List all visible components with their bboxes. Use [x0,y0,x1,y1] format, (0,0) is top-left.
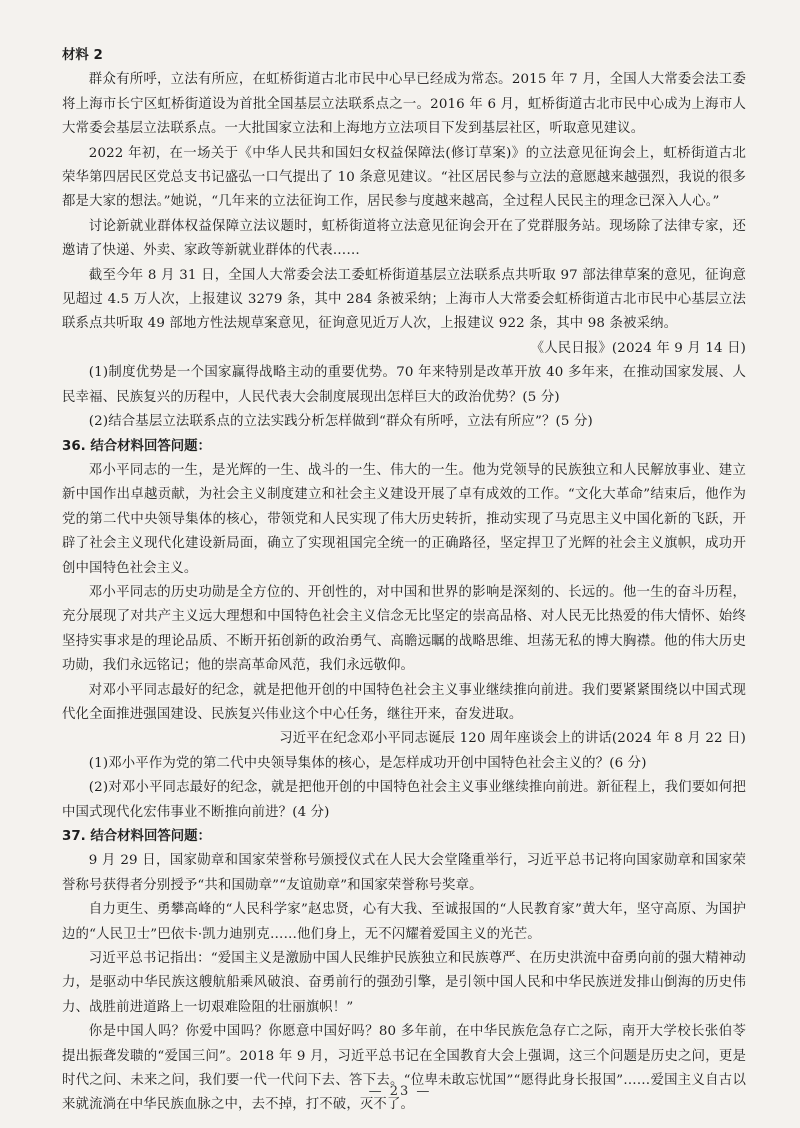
material-2-paragraph: 截至今年 8 月 31 日，全国人大常委会法工委虹桥街道基层立法联系点共听取 97 部法律草案的意见，征询意见超过 4.5 万人次，上报建议 3279 条，其中 284 条被采纳；上海市人大常委会虹桥街道古北市民中心基层立法联系点共听取 49 部地方性法规草案意见，征询意见近万人次，上报建议 922 条，其中 98 条被采纳。 [62,267,746,332]
material-2-paragraph: 2022 年初，在一场关于《中华人民共和国妇女权益保障法(修订草案)》的立法意见征询会上，虹桥街道古北荣华第四居民区党总支书记盛弘一口气提出了 10 条意见建议。“社区居民参与立法的意愿越来越强烈，我说的很多都是大家的想法。”她说，“几年来的立法征询工作，居民参与度越来越高，全过程人民民主的理念已深入人心。” [62,145,746,210]
question-36-paragraph: 邓小平同志的一生，是光辉的一生、战斗的一生、伟大的一生。他为党领导的民族独立和人民解放事业、建立新中国作出卓越贡献，为社会主义制度建立和社会主义建设开展了卓有成效的工作。“文化大革命”结束后，他作为党的第二代中央领导集体的核心，带领党和人民实现了伟大历史转折，推动实现了马克思主义中国化新的飞跃，开辟了社会主义现代化建设新局面，确立了实现祖国完全统一的正确路径，坚定捍卫了光辉的社会主义旗帜，成功开创中国特色社会主义。 [62,462,746,576]
question-36-1: (1)邓小平作为党的第二代中央领导集体的核心，是怎样成功开创中国特色社会主义的？(6 分) [88,755,647,771]
material-2-source: 《人民日报》(2024 年 9 月 14 日) [530,340,746,356]
question-36-2: (2)对邓小平同志最好的纪念，就是把他开创的中国特色社会主义事业继续推向前进。新征程上，我们要如何把中国式现代化宏伟事业不断推向前进？(4 分) [62,780,746,820]
question-37-paragraph: 你是中国人吗？你爱中国吗？你愿意中国好吗？80 多年前，在中华民族危急存亡之际，南开大学校长张伯苓提出振聋发聩的“爱国三问”。2018 年 9 月，习近平总书记在全国教育大会上强调，这三个问题是历史之问，更是时代之问、未来之问，我们要一代一代问下去、答下去。“位卑未敢忘忧国”“愿得此身长报国”……爱国主义自古以来就流淌在中华民族血脉之中，去不掉，打不破，灭不了。 [62,1024,746,1113]
material-2-paragraph: 讨论新就业群体权益保障立法议题时，虹桥街道将立法意见征询会开在了党群服务站。现场除了法律专家，还邀请了快递、外卖、家政等新就业群体的代表…… [62,218,746,259]
question-37-paragraph: 习近平总书记指出：“爱国主义是激励中国人民维护民族独立和民族尊严、在历史洪流中奋勇向前的强大精神动力，是驱动中华民族这艘航船乘风破浪、奋勇前行的强劲引擎，是引领中国人民和中华民族迸发排山倒海的历史伟力、战胜前进道路上一切艰难险阻的壮丽旗帜！” [62,951,746,1015]
material-2-paragraph: 群众有所呼，立法有所应，在虹桥街道古北市民中心早已经成为常态。2015 年 7 月，全国人大常委会法工委将上海市长宁区虹桥街道设为首批全国基层立法联系点之一。2016 年 6 月，虹桥街道古北市民中心成为上海市人大常委会基层立法联系点。一大批国家立法和上海地方立法项目下发到基层社区，听取意见建议。 [62,72,746,137]
page-number: — 23 — [368,1084,432,1099]
question-37-paragraph: 9 月 29 日，国家勋章和国家荣誉称号颁授仪式在人民大会堂隆重举行，习近平总书记将向国家勋章和国家荣誉称号获得者分别授予“共和国勋章”“友谊勋章”和国家荣誉称号奖章。 [62,853,746,893]
question-37-paragraph: 自力更生、勇攀高峰的“人民科学家”赵忠贤，心有大我、至诚报国的“人民教育家”黄大年，坚守高原、为国护边的“人民卫士”巴依卡·凯力迪别克……他们身上，无不闪耀着爱国主义的光芒。 [62,902,746,942]
question-37-label: 37. 结合材料回答问题： [62,829,211,844]
question-35-1: (1)制度优势是一个国家赢得战略主动的重要优势。70 年来特别是改革开放 40 多年来，在推动国家发展、人民幸福、民族复兴的历程中，人民代表大会制度展现出怎样巨大的政治优势？(5 分) [62,365,746,405]
question-36-source: 习近平在纪念邓小平同志诞辰 120 周年座谈会上的讲话(2024 年 8 月 22 日) [279,731,746,747]
question-36-paragraph: 对邓小平同志最好的纪念，就是把他开创的中国特色社会主义事业继续推向前进。我们要紧紧围绕以中国式现代化全面推进强国建设、民族复兴伟业这个中心任务，继往开来，奋发进取。 [62,682,746,722]
page-content [62,44,746,1118]
question-36-paragraph: 邓小平同志的历史功勋是全方位的、开创性的，对中国和世界的影响是深刻的、长远的。他一生的奋斗历程，充分展现了对共产主义远大理想和中国特色社会主义信念无比坚定的崇高品格、对人民无比热爱的伟大情怀、始终坚持实事求是的理论品质、不断开拓创新的政治勇气、高瞻远瞩的战略思维、坦荡无私的博大胸襟。他的伟大历史功勋，我们永远铭记；他的崇高革命风范，我们永远敬仰。 [62,584,746,674]
question-35-2: (2)结合基层立法联系点的立法实践分析怎样做到“群众有所呼，立法有所应”？(5 分) [88,414,593,430]
material-2-label: 材料 2 [62,48,103,63]
question-36-label: 36. 结合材料回答问题： [62,438,211,454]
